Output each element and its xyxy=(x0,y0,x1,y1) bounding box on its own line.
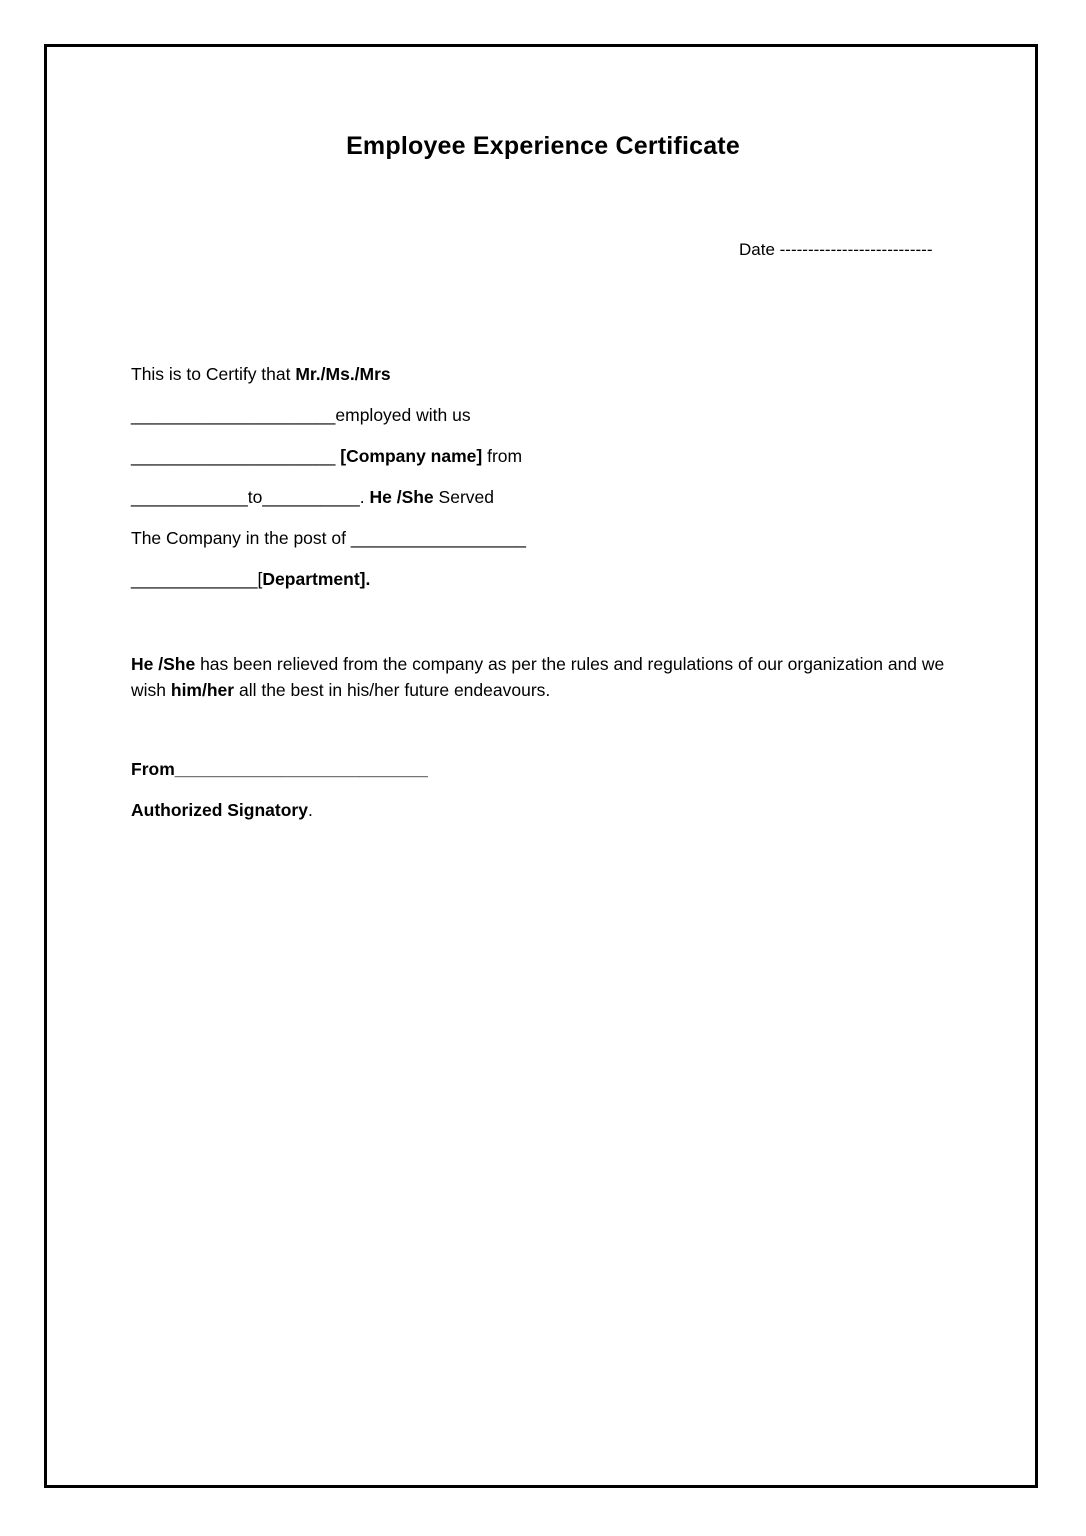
date-line: Date --------------------------- xyxy=(739,240,933,259)
post-blank: __________________ xyxy=(350,528,527,548)
company-name-blank: _____________________ xyxy=(131,446,341,466)
paragraph-text-1: has been relieved from the company as per the rules and regulations of our organization and we wish xyxy=(131,654,945,700)
employee-name-line xyxy=(131,405,471,426)
company-name-line xyxy=(131,446,522,467)
signatory-line xyxy=(131,800,313,821)
start-date-blank: ____________ xyxy=(131,487,248,507)
post-text: The Company in the post of xyxy=(131,528,351,548)
signatory-period: . xyxy=(307,800,313,820)
certify-text: This is to Certify that xyxy=(131,364,296,384)
department-label: Department]. xyxy=(262,569,371,589)
pronoun-label: He /She xyxy=(369,487,434,507)
paragraph-pronoun: He /She xyxy=(131,654,196,674)
end-date-blank: __________ xyxy=(262,487,360,507)
employee-name-blank: _____________________ xyxy=(131,405,336,425)
department-line xyxy=(131,569,370,590)
salutation: Mr./Ms./Mrs xyxy=(295,364,391,384)
certify-line xyxy=(131,364,391,385)
company-name-label: [Company name] xyxy=(340,446,483,466)
relieved-paragraph xyxy=(131,651,951,703)
department-blank: _____________ xyxy=(131,569,258,589)
period-punct: . xyxy=(359,487,370,507)
from-label: From__________________________ xyxy=(131,759,428,779)
department-bracket: [ xyxy=(257,569,263,589)
post-line xyxy=(131,528,526,549)
document-title: Employee Experience Certificate xyxy=(346,132,740,160)
employed-text: employed with us xyxy=(335,405,471,425)
signatory-label: Authorized Signatory xyxy=(131,800,308,820)
from-text: from xyxy=(482,446,523,466)
to-text: to xyxy=(247,487,263,507)
paragraph-object-pronoun: him/her xyxy=(170,680,235,700)
period-line xyxy=(131,487,494,508)
paragraph-text-2: all the best in his/her future endeavours. xyxy=(234,680,551,700)
served-text: Served xyxy=(433,487,494,507)
from-line xyxy=(131,759,428,780)
